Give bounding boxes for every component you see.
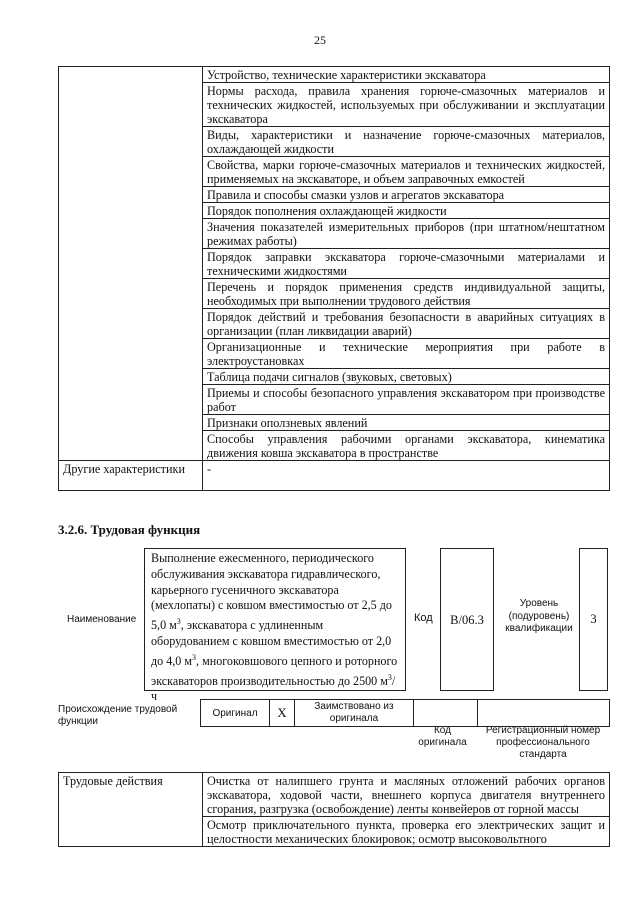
- reg-number-cell: [478, 700, 610, 727]
- knowledge-item: Признаки оползневых явлений: [203, 415, 610, 431]
- function-name-text-2: , экскаватора с удлиненным оборудованием с ковшом вместимостью от 2,0 до 4,0 м: [151, 618, 392, 668]
- code-label: Код: [414, 612, 433, 624]
- actions-table: [58, 772, 610, 847]
- level-value: 3: [579, 548, 608, 691]
- other-characteristics-label: Другие характеристики: [59, 461, 203, 491]
- level-label: Уровень (подуровень) квалификации: [505, 598, 573, 634]
- function-name-text-4: /ч: [151, 673, 396, 704]
- action-item: Очистка от налипшего грунта и масляных отложений рабочих органов экскаватора, ходовой части, внешнего корпуса двигателя внутреннего сгорания, разгрузка (освобождение) ленты конвейеров от горной массы: [203, 773, 610, 817]
- knowledge-label-cell: [59, 67, 203, 461]
- code-value: B/06.3: [440, 548, 494, 691]
- code-original-label: Код оригинала: [418, 725, 467, 748]
- function-name-text-3: , многоковшового цепного и роторного экскаваторов производительностью до 2500 м: [151, 653, 398, 688]
- knowledge-item: Нормы расхода, правила хранения горюче-смазочных материалов и технических жидкостей, используемых при обслуживании и эксплуатации экскаватора: [203, 83, 610, 127]
- knowledge-item: Способы управления рабочими органами экскаватора, кинематика движения ковша экскаватора в пространстве: [203, 431, 610, 461]
- knowledge-item: Перечень и порядок применения средств индивидуальной защиты, необходимых при выполнении трудового действия: [203, 279, 610, 309]
- cubic-sup: 3: [387, 672, 392, 682]
- actions-label: Трудовые действия: [59, 773, 203, 847]
- knowledge-item: Порядок пополнения охлаждающей жидкости: [203, 203, 610, 219]
- knowledge-item: Свойства, марки горюче-смазочных материалов и технических жидкостей, применяемых на экскаваторе, и объем заправочных емкостей: [203, 157, 610, 187]
- borrowed-label: Заимствовано из оригинала: [295, 700, 414, 727]
- function-name-box: [144, 548, 406, 704]
- original-mark: X: [270, 700, 295, 727]
- knowledge-item: Приемы и способы безопасного управления экскаватором при производстве работ: [203, 385, 610, 415]
- cubic-sup: 3: [176, 617, 181, 627]
- knowledge-item: Правила и способы смазки узлов и агрегатов экскаватора: [203, 187, 610, 203]
- code-original-cell: [414, 700, 478, 727]
- knowledge-item: Виды, характеристики и назначение горюче-смазочных материалов, охлаждающей жидкости: [203, 127, 610, 157]
- requirements-table: [58, 66, 610, 491]
- section-title: 3.2.6. Трудовая функция: [58, 522, 201, 537]
- knowledge-item: Значения показателей измерительных приборов (при штатном/нештатном режимах работы): [203, 219, 610, 249]
- origin-label: Происхождение трудовой функции: [58, 704, 178, 727]
- knowledge-item: Организационные и технические мероприятия при работе в электроустановках: [203, 339, 610, 369]
- page-number: 25: [314, 33, 326, 47]
- cubic-sup: 3: [192, 652, 197, 662]
- origin-table: [200, 699, 610, 727]
- original-label: Оригинал: [201, 700, 270, 727]
- other-characteristics-value: -: [203, 461, 610, 491]
- reg-number-label: Регистрационный номер профессионального стандарта: [485, 725, 601, 760]
- knowledge-item: Порядок действий и требования безопасности в аварийных ситуациях в организации (план ликвидации аварий): [203, 309, 610, 339]
- name-label: Наименование: [67, 614, 137, 625]
- knowledge-item: Таблица подачи сигналов (звуковых, световых): [203, 369, 610, 385]
- action-item: Осмотр приключательного пункта, проверка его электрических защит и целостности механических блокировок; осмотр высоковольтного: [203, 817, 610, 847]
- knowledge-item: Порядок заправки экскаватора горюче-смазочными материалами и техническими жидкостями: [203, 249, 610, 279]
- function-name-text-1: Выполнение ежесменного, периодического обслуживания экскаватора гидравлического, карьерного гусеничного экскаватора (мехлопаты) с ковшом вместимостью от 2,5 до 5,0 м: [151, 551, 392, 633]
- knowledge-item: Устройство, технические характеристики экскаватора: [203, 67, 610, 83]
